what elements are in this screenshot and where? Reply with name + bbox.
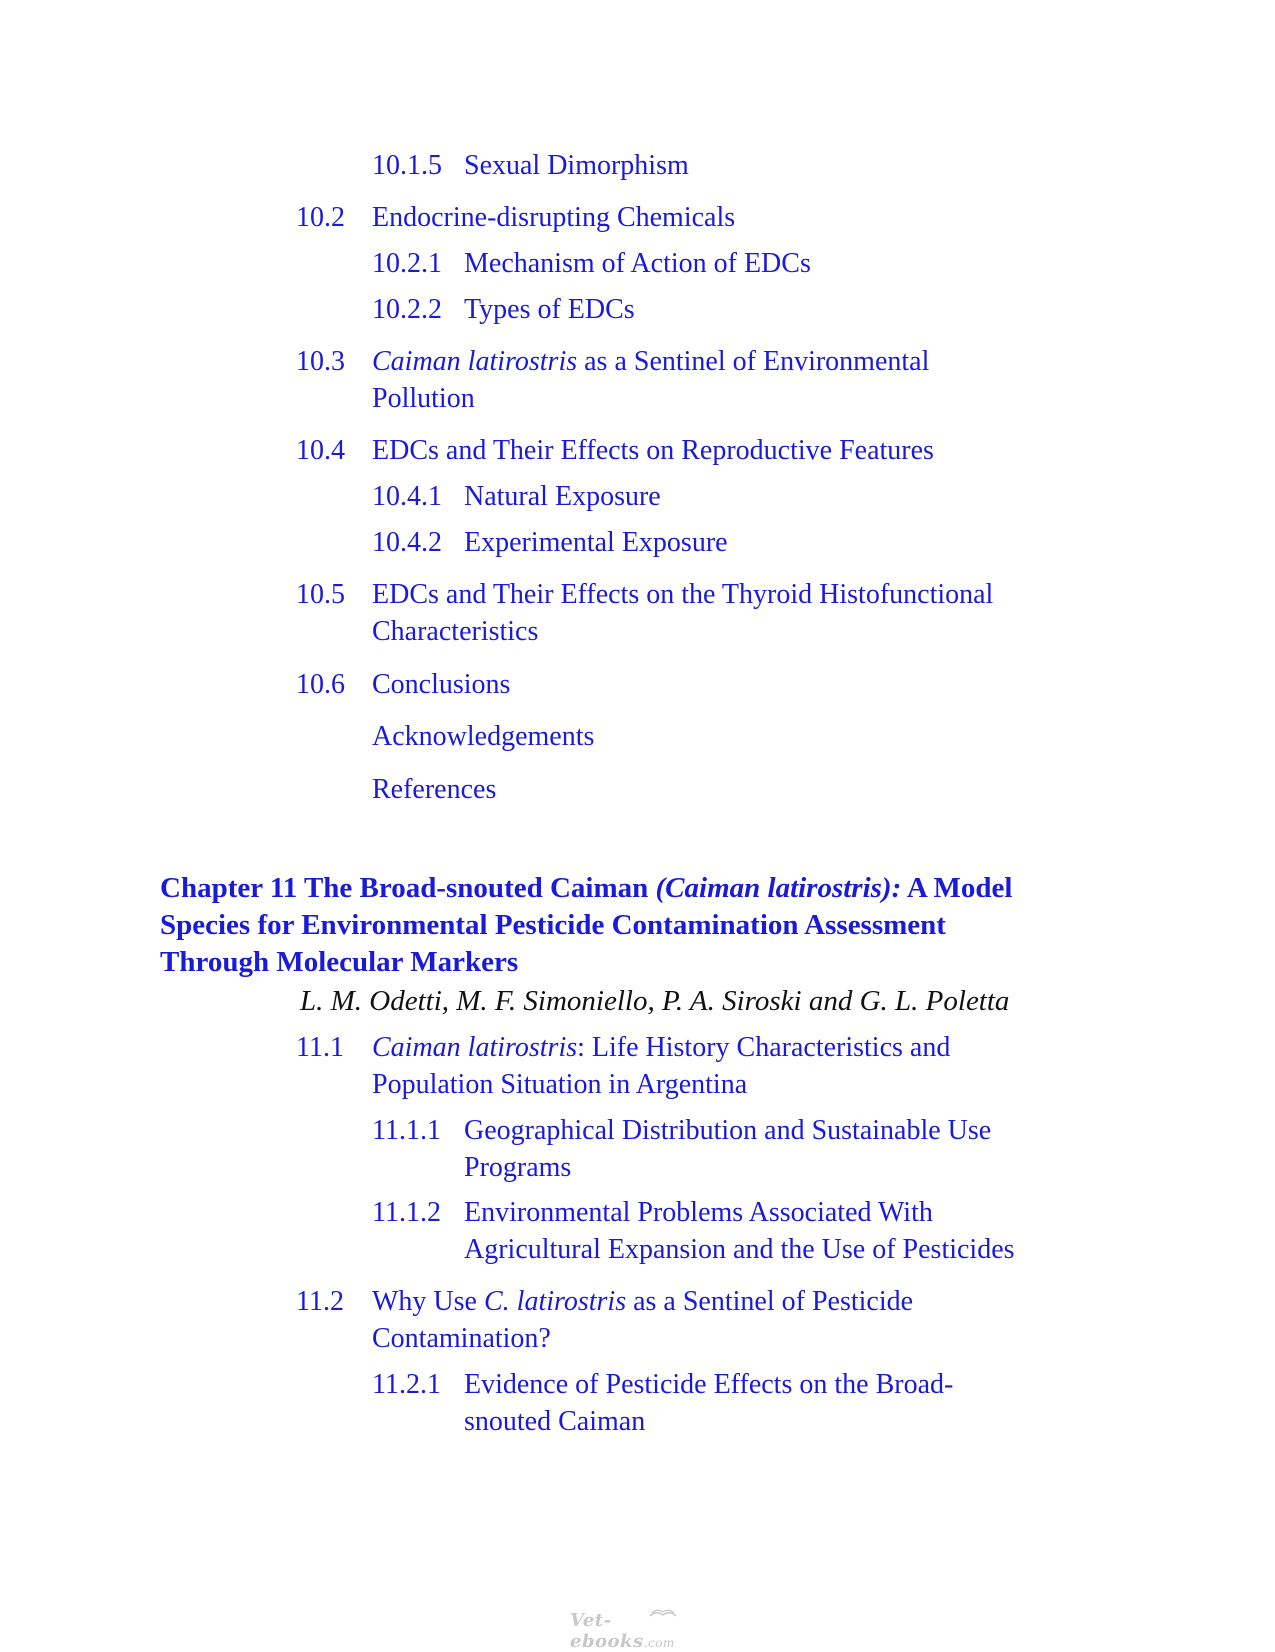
species-name-italic: C. latirostris <box>483 1286 627 1317</box>
section-number: 10.6 <box>296 669 345 700</box>
title-rest: : Life History Characteristics and <box>577 1032 951 1063</box>
title-line-2: snouted Caiman <box>464 1406 646 1437</box>
title-line-2: Pollution <box>372 383 475 414</box>
chapter-11-title[interactable] <box>160 870 1160 981</box>
section-title: Endocrine-disrupting Chemicals <box>372 202 736 233</box>
species-name-italic: Caiman latirostris <box>372 1032 578 1063</box>
section-title <box>372 576 993 650</box>
chapter-title-prefix: Chapter 11 The Broad-snouted Caiman <box>160 872 656 904</box>
section-title: Mechanism of Action of EDCs <box>464 248 811 279</box>
section-title: Sexual Dimorphism <box>464 150 689 181</box>
section-number: 10.2 <box>296 202 345 233</box>
section-title: References <box>372 774 497 805</box>
section-number: 11.1 <box>296 1032 344 1063</box>
watermark-text: Vet-ebooks.com <box>570 1610 675 1652</box>
section-title: EDCs and Their Effects on Reproductive Features <box>372 435 934 466</box>
title-line-2: Contamination? <box>372 1323 551 1354</box>
title-line-2: Characteristics <box>372 616 539 647</box>
chapter-title-line-2: Species for Environmental Pesticide Contamination Assessment <box>160 909 946 941</box>
title-rest: as a Sentinel of Environmental <box>577 346 930 377</box>
section-title <box>464 1194 1015 1268</box>
section-number: 10.3 <box>296 346 345 377</box>
section-title: Conclusions <box>372 669 511 700</box>
title-line-1: Environmental Problems Associated With <box>464 1197 933 1228</box>
section-number: 11.1.1 <box>372 1115 441 1146</box>
title-line-1: Evidence of Pesticide Effects on the Broad- <box>464 1369 954 1400</box>
watermark-logo <box>570 1606 700 1652</box>
section-number: 10.4 <box>296 435 345 466</box>
section-number: 10.4.2 <box>372 527 442 558</box>
section-title <box>372 1283 913 1357</box>
section-title: Types of EDCs <box>464 294 635 325</box>
title-line-1: Geographical Distribution and Sustainable Use <box>464 1115 992 1146</box>
title-rest: as a Sentinel of Pesticide <box>626 1286 914 1317</box>
section-number: 11.1.2 <box>372 1197 441 1228</box>
chapter-authors: L. M. Odetti, M. F. Simoniello, P. A. Siroski and G. L. Poletta <box>300 985 1010 1017</box>
section-title <box>372 1029 950 1103</box>
title-prefix: Why Use <box>372 1286 484 1317</box>
section-number: 11.2 <box>296 1286 344 1317</box>
section-title <box>464 1366 953 1440</box>
chapter-title-line-3: Through Molecular Markers <box>160 946 519 978</box>
title-line-2: Agricultural Expansion and the Use of Pesticides <box>464 1234 1015 1265</box>
section-number: 10.2.1 <box>372 248 442 279</box>
title-line-1: EDCs and Their Effects on the Thyroid Histofunctional <box>372 579 994 610</box>
section-number: 10.5 <box>296 579 345 610</box>
section-number: 10.4.1 <box>372 481 442 512</box>
section-number: 10.1.5 <box>372 150 442 181</box>
title-line-2: Programs <box>464 1152 572 1183</box>
section-title <box>372 343 929 417</box>
section-number: 11.2.1 <box>372 1369 441 1400</box>
section-title <box>464 1112 991 1186</box>
section-title: Experimental Exposure <box>464 527 728 558</box>
chapter-title-suffix: A Model <box>901 872 1013 904</box>
section-number: 10.2.2 <box>372 294 442 325</box>
species-name-italic: Caiman latirostris <box>372 346 578 377</box>
section-title: Acknowledgements <box>372 721 595 752</box>
title-line-2: Population Situation in Argentina <box>372 1069 748 1100</box>
chapter-title-italic: (Caiman latirostris): <box>655 872 902 904</box>
section-title: Natural Exposure <box>464 481 661 512</box>
open-book-icon <box>648 1606 678 1620</box>
